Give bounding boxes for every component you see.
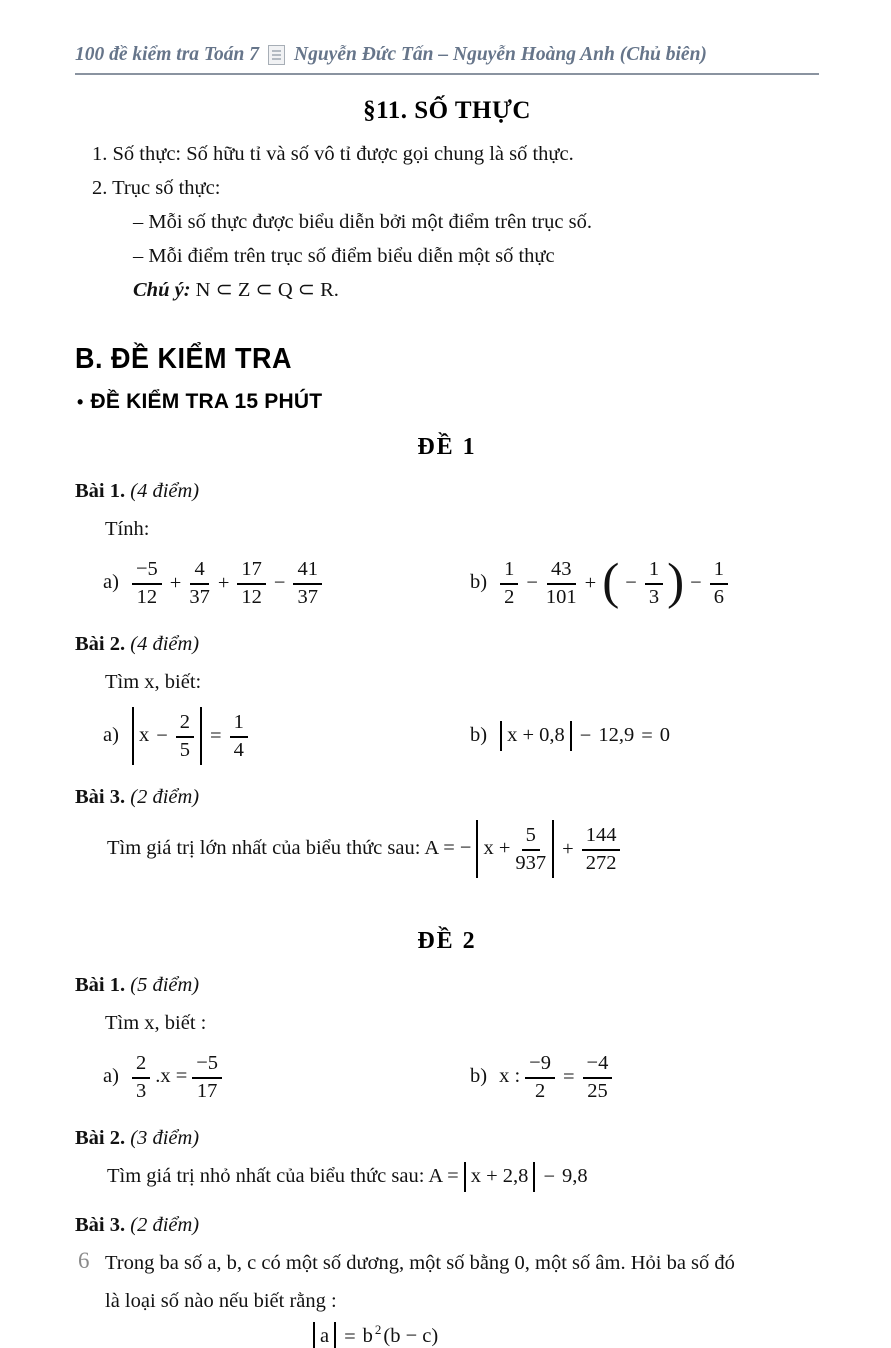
math-expression: x : $\frac{-9}{2}$ = $\frac{-4}{25}$ (497, 1065, 615, 1087)
de2-bai3-text-2: là loại số nào nếu biết rằng : (105, 1290, 337, 1312)
de2-bai1-part-b (470, 1051, 819, 1103)
problem-points: (5 điểm) (130, 974, 200, 996)
de1-bai2-part-b (470, 721, 819, 751)
de2-bai3-text-1: Trong ba số a, b, c có một số dương, một số bằng 0, một số âm. Hỏi ba số đó (105, 1252, 735, 1274)
de2-bai1-intro: Tìm x, biết : (105, 1012, 207, 1034)
math-expression: $\frac{-5}{12}$ + $\frac{4}{37}$ + $\frac{17}{12}$ − $\frac{41}{37}$ (129, 571, 325, 593)
de1-bai1-part-b (470, 553, 819, 610)
de2-title: ĐỀ 2 (417, 928, 477, 954)
de2-bai1-part-a (103, 1051, 470, 1103)
running-header (75, 44, 819, 75)
de1-bai3-statement: Tìm giá trị lớn nhất của biểu thức sau: A = − x + $\frac{5}{937}$ + $\frac{144}{272}$ (105, 820, 819, 882)
book-title: 100 đề kiểm tra Toán 7 (75, 44, 259, 65)
part-label: a) (103, 570, 119, 593)
subsection-heading (77, 390, 819, 414)
problem-label: Bài 1. (75, 974, 126, 996)
de1-bai3-heading (75, 782, 819, 812)
problem-points: (4 điểm) (130, 480, 200, 502)
de1-bai2-row (103, 705, 819, 767)
section-b-heading: B. ĐỀ KIỂM TRA (75, 343, 293, 375)
de1-bai1-intro: Tính: (105, 518, 150, 540)
theory-note (133, 273, 819, 307)
problem-points: (2 điểm) (130, 1214, 200, 1236)
de2-bai2-statement: Tìm giá trị nhỏ nhất của biểu thức sau: A = x + 2,8 − 9,8 (105, 1161, 819, 1195)
problem-label: Bài 2. (75, 633, 126, 655)
theory-section (75, 137, 819, 307)
part-label: a) (103, 1064, 119, 1087)
problem-label: Bài 1. (75, 480, 126, 502)
bullet-icon: • (77, 392, 84, 412)
de1-bai2-heading (75, 629, 819, 659)
de1-bai2-intro: Tìm x, biết: (105, 671, 202, 693)
problem-label: Bài 2. (75, 1127, 126, 1149)
de2-bai3-equation: a = b $^2$(b − c) (310, 1322, 819, 1348)
problem-points: (2 điểm) (130, 786, 200, 808)
de1-bai1-heading (75, 476, 819, 506)
part-label: b) (470, 570, 488, 593)
theory-line-2: 2. Trục số thực: (92, 177, 221, 199)
de2-bai2-heading (75, 1123, 819, 1153)
de1-bai1-row (103, 552, 819, 614)
authors: Nguyễn Đức Tấn – Nguyễn Hoàng Anh (Chủ biên) (294, 44, 707, 65)
subsection-label: ĐỀ KIỂM TRA 15 PHÚT (90, 390, 323, 413)
de1-bai1-part-a (103, 557, 470, 609)
math-expression: x + 0,8 − 12,9 = 0 (497, 724, 672, 746)
note-text: N ⊂ Z ⊂ Q ⊂ R. (195, 279, 339, 301)
math-expression: $\frac{1}{2}$ − $\frac{43}{101}$ + ( − $\frac{1}{3}$ ) − $\frac{1}{6}$ (497, 571, 731, 593)
part-label: a) (103, 723, 119, 746)
problem-points: (4 điểm) (130, 633, 200, 655)
part-label: b) (470, 723, 488, 746)
problem-points: (3 điểm) (130, 1127, 200, 1149)
de2-bai1-row (103, 1046, 819, 1108)
lesson-title: §11. SỐ THỰC (363, 97, 531, 124)
math-expression: $\frac{2}{3}$ .x = $\frac{-5}{17}$ (129, 1065, 225, 1087)
de2-bai1-heading (75, 970, 819, 1000)
de1-title: ĐỀ 1 (417, 434, 477, 460)
theory-bullet-2: – Mỗi điểm trên trục số điểm biểu diễn một số thực (133, 245, 555, 267)
theory-line-1: 1. Số thực: Số hữu tỉ và số vô tỉ được gọi chung là số thực. (92, 143, 574, 165)
de1-bai2-part-a (103, 707, 470, 765)
problem-label: Bài 3. (75, 786, 126, 808)
theory-bullet-1: – Mỗi số thực được biểu diễn bởi một điểm trên trục số. (133, 211, 592, 233)
note-label: Chú ý: (133, 279, 191, 301)
part-label: b) (470, 1064, 488, 1087)
book-icon (268, 45, 285, 65)
problem-label: Bài 3. (75, 1214, 126, 1236)
math-expression: x − $\frac{2}{5}$ = $\frac{1}{4}$ (129, 724, 251, 746)
page-number: 6 (78, 1248, 90, 1273)
de2-bai3-heading (75, 1210, 819, 1240)
